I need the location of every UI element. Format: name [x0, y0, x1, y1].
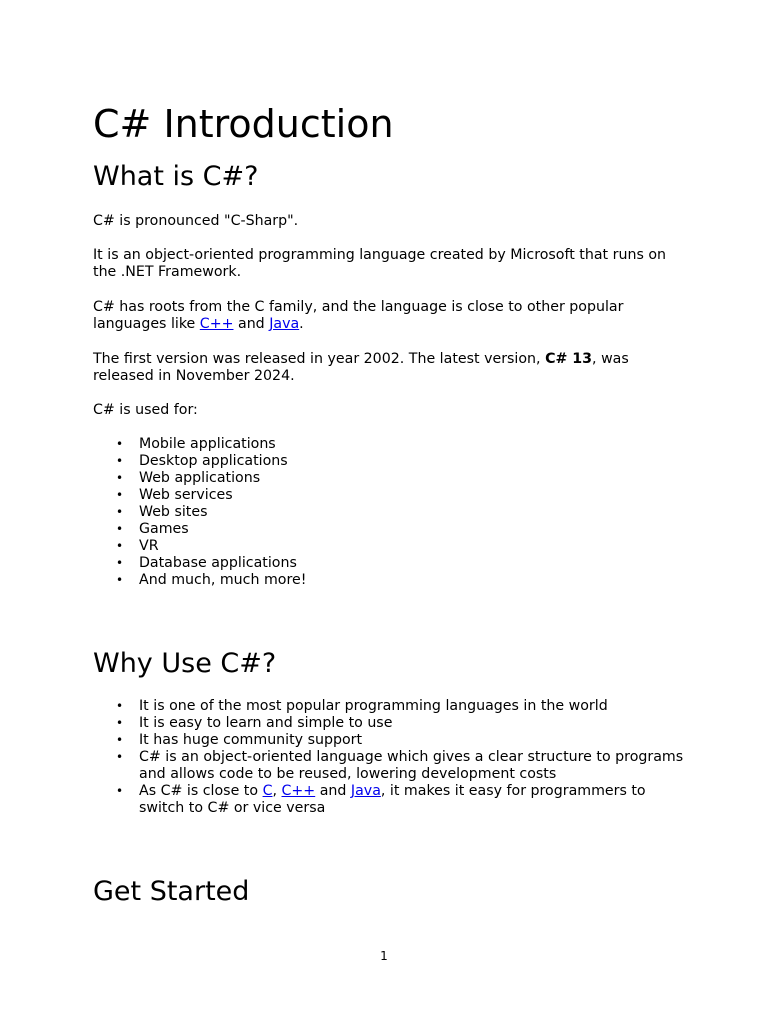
bullet-icon: •: [116, 539, 124, 553]
java-link[interactable]: Java: [269, 316, 300, 332]
list-item-text: It has huge community support: [139, 732, 363, 748]
list-item: [93, 538, 693, 555]
page-title: C# Introduction: [93, 102, 394, 146]
reason-text: As C# is close to: [139, 783, 263, 799]
roots-end-text: .: [299, 316, 304, 332]
get-started-heading: Get Started: [93, 876, 250, 907]
list-item-text: It is easy to learn and simple to use: [139, 715, 393, 731]
bullet-icon: •: [116, 699, 124, 713]
list-item-text: [139, 783, 646, 816]
list-item-text: Mobile applications: [139, 436, 276, 452]
bullet-icon: •: [116, 488, 124, 502]
used-for-paragraph: C# is used for:: [93, 402, 198, 418]
list-item: [93, 453, 693, 470]
list-item: [93, 470, 693, 487]
list-item: [93, 732, 693, 749]
reason-and-text: and: [315, 783, 351, 799]
c-link[interactable]: C: [262, 783, 273, 799]
version-after-text: , was released in November 2024.: [93, 351, 629, 384]
java-link[interactable]: Java: [350, 783, 381, 799]
bullet-icon: •: [116, 437, 124, 451]
roots-paragraph: [93, 299, 693, 333]
list-item-text: VR: [139, 538, 159, 554]
list-item-text: Web sites: [139, 504, 208, 520]
what-is-heading: What is C#?: [93, 161, 259, 192]
list-item-text: Desktop applications: [139, 453, 288, 469]
list-item-text: Database applications: [139, 555, 297, 571]
list-item: [93, 436, 693, 453]
list-item-text: Web services: [139, 487, 233, 503]
uses-list: [93, 436, 693, 589]
cpp-link[interactable]: C++: [281, 783, 316, 799]
reason-comma-text: ,: [272, 783, 282, 799]
bullet-icon: •: [116, 505, 124, 519]
list-item: [93, 698, 693, 715]
list-item-text: It is one of the most popular programming languages in the world: [139, 698, 608, 714]
why-use-heading: Why Use C#?: [93, 648, 277, 679]
list-item: [93, 555, 693, 572]
bullet-icon: •: [116, 733, 124, 747]
list-item-text: C# is an object-oriented language which gives a clear structure to programs and allows code to be reused, lowering development costs: [139, 749, 684, 782]
reasons-list: [93, 698, 693, 817]
list-item: [93, 715, 693, 732]
bullet-icon: •: [116, 716, 124, 730]
list-item-text: Games: [139, 521, 189, 537]
bullet-icon: •: [116, 573, 124, 587]
bullet-icon: •: [116, 784, 124, 798]
bullet-icon: •: [116, 471, 124, 485]
list-item: [93, 487, 693, 504]
roots-text: C# has roots from the C family, and the language is close to other popular languages like: [93, 299, 624, 332]
version-text: The first version was released in year 2002. The latest version,: [93, 351, 546, 367]
reason-after-text: , it makes it easy for programmers to switch to C# or vice versa: [139, 783, 646, 816]
bullet-icon: •: [116, 454, 124, 468]
list-item-text: Web applications: [139, 470, 261, 486]
page-number: 1: [380, 949, 388, 963]
oop-paragraph: It is an object-oriented programming language created by Microsoft that runs on the .NET Framework.: [93, 247, 667, 280]
list-item: [93, 504, 693, 521]
bullet-icon: •: [116, 556, 124, 570]
roots-and-text: and: [233, 316, 270, 332]
list-item: [93, 521, 693, 538]
bullet-icon: •: [116, 750, 124, 764]
list-item: [93, 572, 693, 589]
list-item: [93, 783, 693, 817]
pronounced-paragraph: C# is pronounced "C-Sharp".: [93, 213, 299, 229]
bullet-icon: •: [116, 522, 124, 536]
cpp-link[interactable]: C++: [199, 316, 234, 332]
version-bold-text: C# 13: [545, 351, 593, 367]
list-item-text: And much, much more!: [139, 572, 307, 588]
list-item: [93, 749, 693, 783]
version-paragraph: [93, 351, 693, 385]
